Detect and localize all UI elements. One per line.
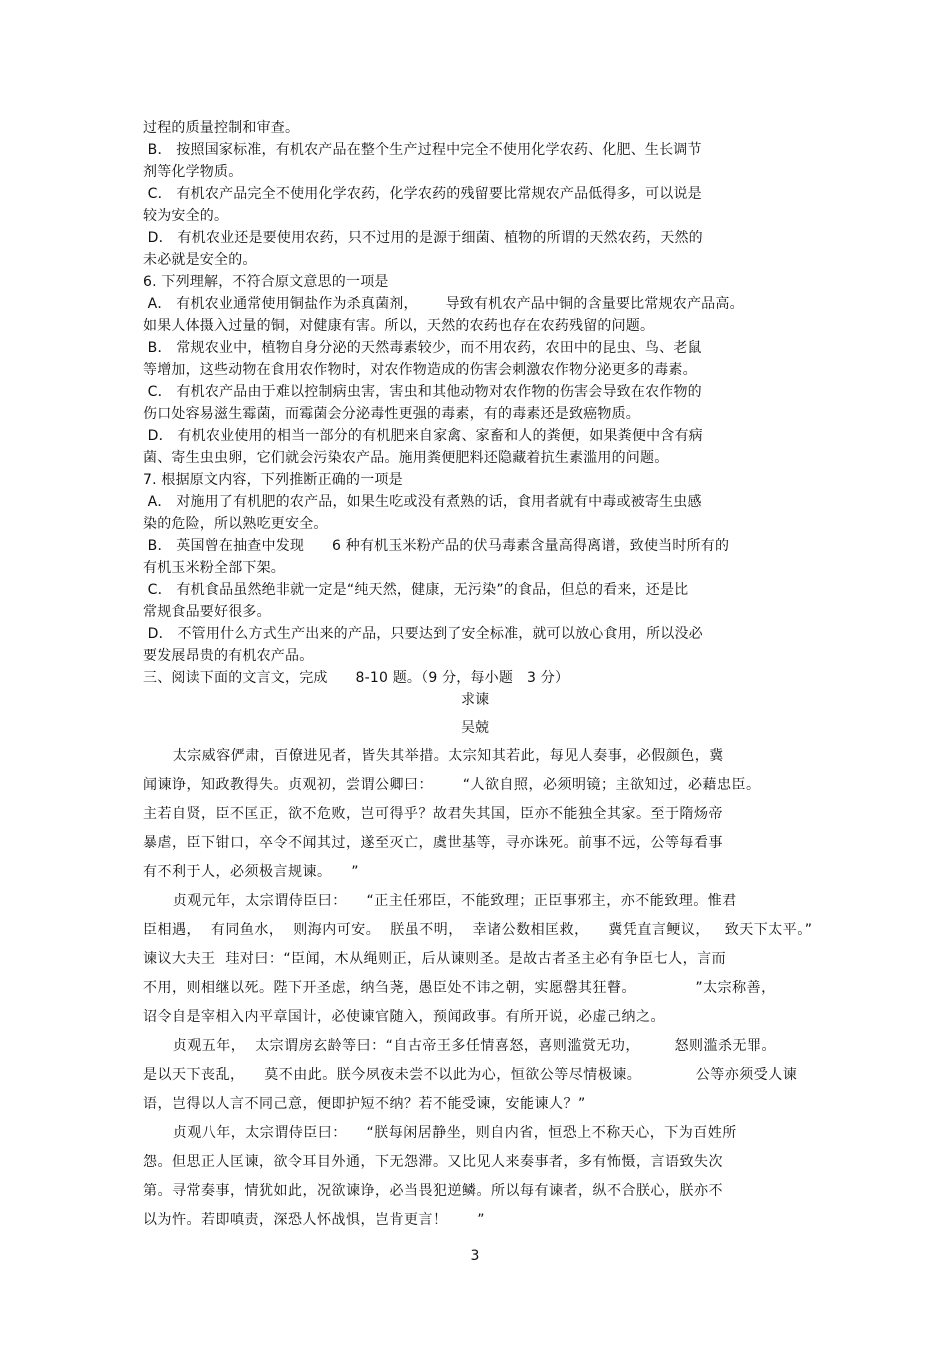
essay-line: 贞观元年，太宗谓侍臣曰： “正主任邪臣，不能致理；正臣事邪主，亦不能致理。惟君: [143, 893, 737, 909]
essay-line: 怨。但思正人匡谏，欲令耳目外通，下无怨滞。又比见人来奏事者，多有怖慑，言语致失次: [143, 1154, 723, 1170]
option-b-line: B． 英国曾在抽查中发现 6 种有机玉米粉产品的伏马毒素含量高得离谱，致使当时所有的: [143, 538, 730, 554]
option-d-line: D． 有机农业使用的相当一部分的有机肥来自家禽、家畜和人的粪便，如果粪便中含有病: [143, 428, 703, 444]
option-a-line: A． 有机农业通常使用铜盐作为杀真菌剂， 导致有机农产品中铜的含量要比常规农产品高。: [143, 296, 744, 312]
text-line: 过程的质量控制和审查。: [143, 120, 300, 136]
text-line: 伤口处容易滋生霉菌，而霉菌会分泌毒性更强的毒素，有的毒素还是致癌物质。: [143, 406, 640, 422]
option-b-line: B． 按照国家标准，有机农产品在整个生产过程中完全不使用化学农药、化肥、生长调节: [143, 142, 702, 158]
question-7: 7. 根据原文内容，下列推断正确的一项是: [143, 472, 403, 488]
text-line: 有机玉米粉全部下架。: [143, 560, 285, 576]
option-b-line: B． 常规农业中，植物自身分泌的天然毒素较少，而不用农药，农田中的昆虫、鸟、老鼠: [143, 340, 702, 356]
section-three-heading: 三、阅读下面的文言文，完成 8-10 题。（9 分，每小题 3 分）: [143, 670, 570, 686]
text-line: 如果人体摄入过量的铜，对健康有害。所以，天然的农药也存在农药残留的问题。: [143, 318, 655, 334]
essay-line: 闻谏诤，知政教得失。贞观初，尝谓公卿曰： “人欲自照，必须明镜；主欲知过，必藉忠臣。: [143, 777, 761, 793]
essay-line: 臣相遇， 有同鱼水， 则海内可安。 朕虽不明， 幸诸公数相匡救， 冀凭直言鲠议， 致天下太平。”: [143, 922, 813, 938]
text-line: 常规食品要好很多。: [143, 604, 271, 620]
option-c-line: C． 有机食品虽然绝非就一定是“纯天然，健康，无污染”的食品，但总的看来，还是比: [143, 582, 689, 598]
essay-line: 第。寻常奏事，情犹如此，况欲谏诤，必当畏犯逆鳞。所以每有谏者，纵不合朕心，朕亦不: [143, 1183, 723, 1199]
option-c-line: C． 有机农产品完全不使用化学农药，化学农药的残留要比常规农产品低得多，可以说是: [143, 186, 702, 202]
essay-title: 求谏: [461, 692, 489, 708]
essay-author: 吴兢: [461, 720, 489, 736]
text-line: 等增加，这些动物在食用农作物时，对农作物造成的伤害会刺激农作物分泌更多的毒素。: [143, 362, 697, 378]
essay-line: 以为忤。若即嗔责，深恐人怀战惧，岂肯更言！ ”: [143, 1212, 485, 1228]
essay-line: 谏议大夫王 珪对曰：“臣闻，木从绳则正，后从谏则圣。是故古者圣主必有争臣七人，言而: [143, 951, 727, 967]
essay-line: 诏令自是宰相入内平章国计，必使谏官随入，预闻政事。有所开说，必虚己纳之。: [143, 1009, 665, 1025]
essay-line: 贞观八年，太宗谓侍臣曰： “朕每闲居静坐，则自内省，恒恐上不称天心，下为百姓所: [143, 1125, 737, 1141]
text-line: 未必就是安全的。: [143, 252, 257, 268]
essay-line: 有不利于人，必须极言规谏。 ”: [143, 864, 360, 880]
essay-line: 太宗威容俨肃，百僚进见者，皆失其举措。太宗知其若此，每见人奏事，必假颜色，冀: [143, 748, 724, 764]
essay-line: 主若自贤，臣不匡正，欲不危败，岂可得乎？故君失其国，臣亦不能独全其家。至于隋炀帝: [143, 806, 723, 822]
text-line: 菌、寄生虫虫卵，它们就会污染农产品。施用粪便肥料还隐藏着抗生素滥用的问题。: [143, 450, 669, 466]
text-line: 剂等化学物质。: [143, 164, 243, 180]
text-line: 要发展昂贵的有机农产品。: [143, 648, 314, 664]
question-6: 6. 下列理解，不符合原文意思的一项是: [143, 274, 389, 290]
essay-line: 语，岂得以人言不同己意，便即护短不纳？若不能受谏，安能谏人？”: [143, 1096, 586, 1112]
option-d-line: D． 不管用什么方式生产出来的产品，只要达到了安全标准，就可以放心食用，所以没必: [143, 626, 703, 642]
essay-line: 贞观五年， 太宗谓房玄龄等曰：“自古帝王多任情喜怒，喜则滥赏无功， 怒则滥杀无罪。: [143, 1038, 777, 1054]
option-c-line: C． 有机农产品由于难以控制病虫害，害虫和其他动物对农作物的伤害会导致在农作物的: [143, 384, 702, 400]
text-line: 较为安全的。: [143, 208, 229, 224]
essay-line: 暴虐，臣下钳口，卒令不闻其过，遂至灭亡，虞世基等，寻亦诛死。前事不远，公等每看事: [143, 835, 723, 851]
essay-line: 是以天下丧乱， 莫不由此。朕今夙夜未尝不以此为心，恒欲公等尽情极谏。 公等亦须受人谏: [143, 1067, 798, 1083]
option-a-line: A． 对施用了有机肥的农产品，如果生吃或没有煮熟的话，食用者就有中毒或被寄生虫感: [143, 494, 702, 510]
essay-line: 不用，则相继以死。陛下开圣虑，纳刍荛，愚臣处不讳之朝，实愿罄其狂瞽。 ”太宗称善，: [143, 980, 776, 996]
page-number: 3: [470, 1248, 480, 1264]
option-d-line: D． 有机农业还是要使用农药，只不过用的是源于细菌、植物的所谓的天然农药，天然的: [143, 230, 703, 246]
text-line: 染的危险，所以熟吃更安全。: [143, 516, 328, 532]
